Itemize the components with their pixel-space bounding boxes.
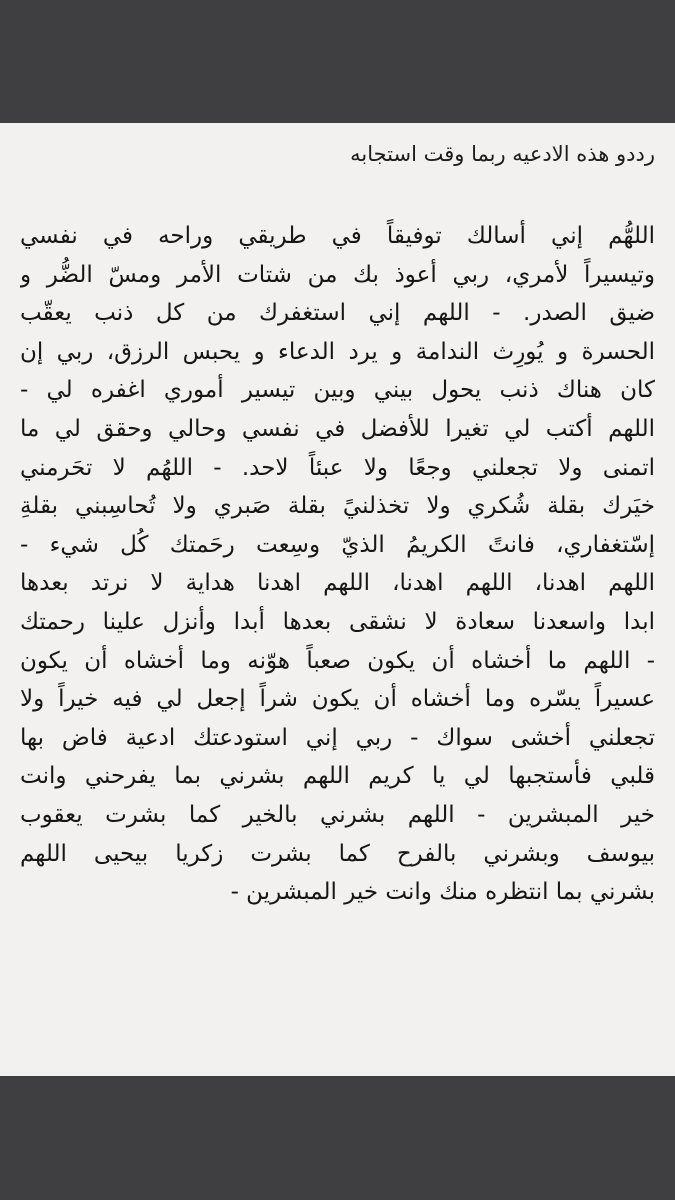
text-line: اتمنى ولا تجعلني وجعًا ولا عبئاً لاحد. - اللهُم لا تحَرمني <box>20 454 655 481</box>
text-line: ابدا واسعدنا سعادة لا نشقى بعدها أبدا وأنزل علينا رحمتك <box>20 608 655 635</box>
text-line: خيَرك بقلة شُكري ولا تخذلنيً بقلة صَبري ولا تُحاسِبني بقلةِ <box>20 493 655 520</box>
text-line: اللهُّم إني أسالك توفيقاً في طريقي وراحه في نفسي <box>20 223 655 249</box>
text-line: قلبي فأستجبها لي يا كريم اللهم بشرني بما يفرحني وانت <box>20 763 655 790</box>
text-line: خير المبشرين - اللهم بشرني بالخير كما بشرت يعقوب <box>20 801 655 828</box>
text-line: بيوسف وبشرني بالفرح كما بشرت زكريا بيحيى اللهم <box>20 840 655 867</box>
text-line: إسّتغفاري، فانتً الكريمُ الذيّ وسِعت رحَمتك كُل شيء - <box>20 531 655 558</box>
text-line: بشرني بما انتظره منك وانت خير المبشرين - <box>230 879 655 906</box>
document-body <box>20 217 655 912</box>
top-dark-band <box>0 0 675 123</box>
document-title: رددو هذه الادعيه ربما وقت استجابه <box>350 142 655 166</box>
text-line: الحسرة و يُورِث الندامة و يرد الدعاء و يحبس الرزق، ربي إن <box>20 338 655 365</box>
text-line: اللهم أكتب لي تغيرا للأفضل في نفسي وحالي وحقق لي ما <box>20 415 655 442</box>
text-line: تجعلني أخشى سواك - ربي إني استودعتك ادعية فاض بها <box>20 724 655 751</box>
text-line: اللهم اهدنا، اللهم اهدنا، اللهم اهدنا هداية لا نرتد بعدها <box>20 570 655 597</box>
text-line: وتيسيراً لأمري، ربي أعوذ بك من شتات الأمر ومسّ الضُّر و <box>20 261 655 288</box>
text-line: كان هناك ذنب يحول بيني وبين تيسير أموري اغفره لي - <box>20 377 655 404</box>
text-line: - اللهم ما أخشاه أن يكون صعباً هوّنه وما أخشاه أن يكون <box>20 647 655 674</box>
text-line: ضيق الصدر. - اللهم إني استغفرك من كل ذنب يعقّب <box>20 300 655 327</box>
bottom-dark-band <box>0 1076 675 1200</box>
document-page <box>0 123 675 1076</box>
text-line: عسيراً يسّره وما أخشاه أن يكون شراً إجعل لي فيه خيراً ولا <box>20 686 655 713</box>
